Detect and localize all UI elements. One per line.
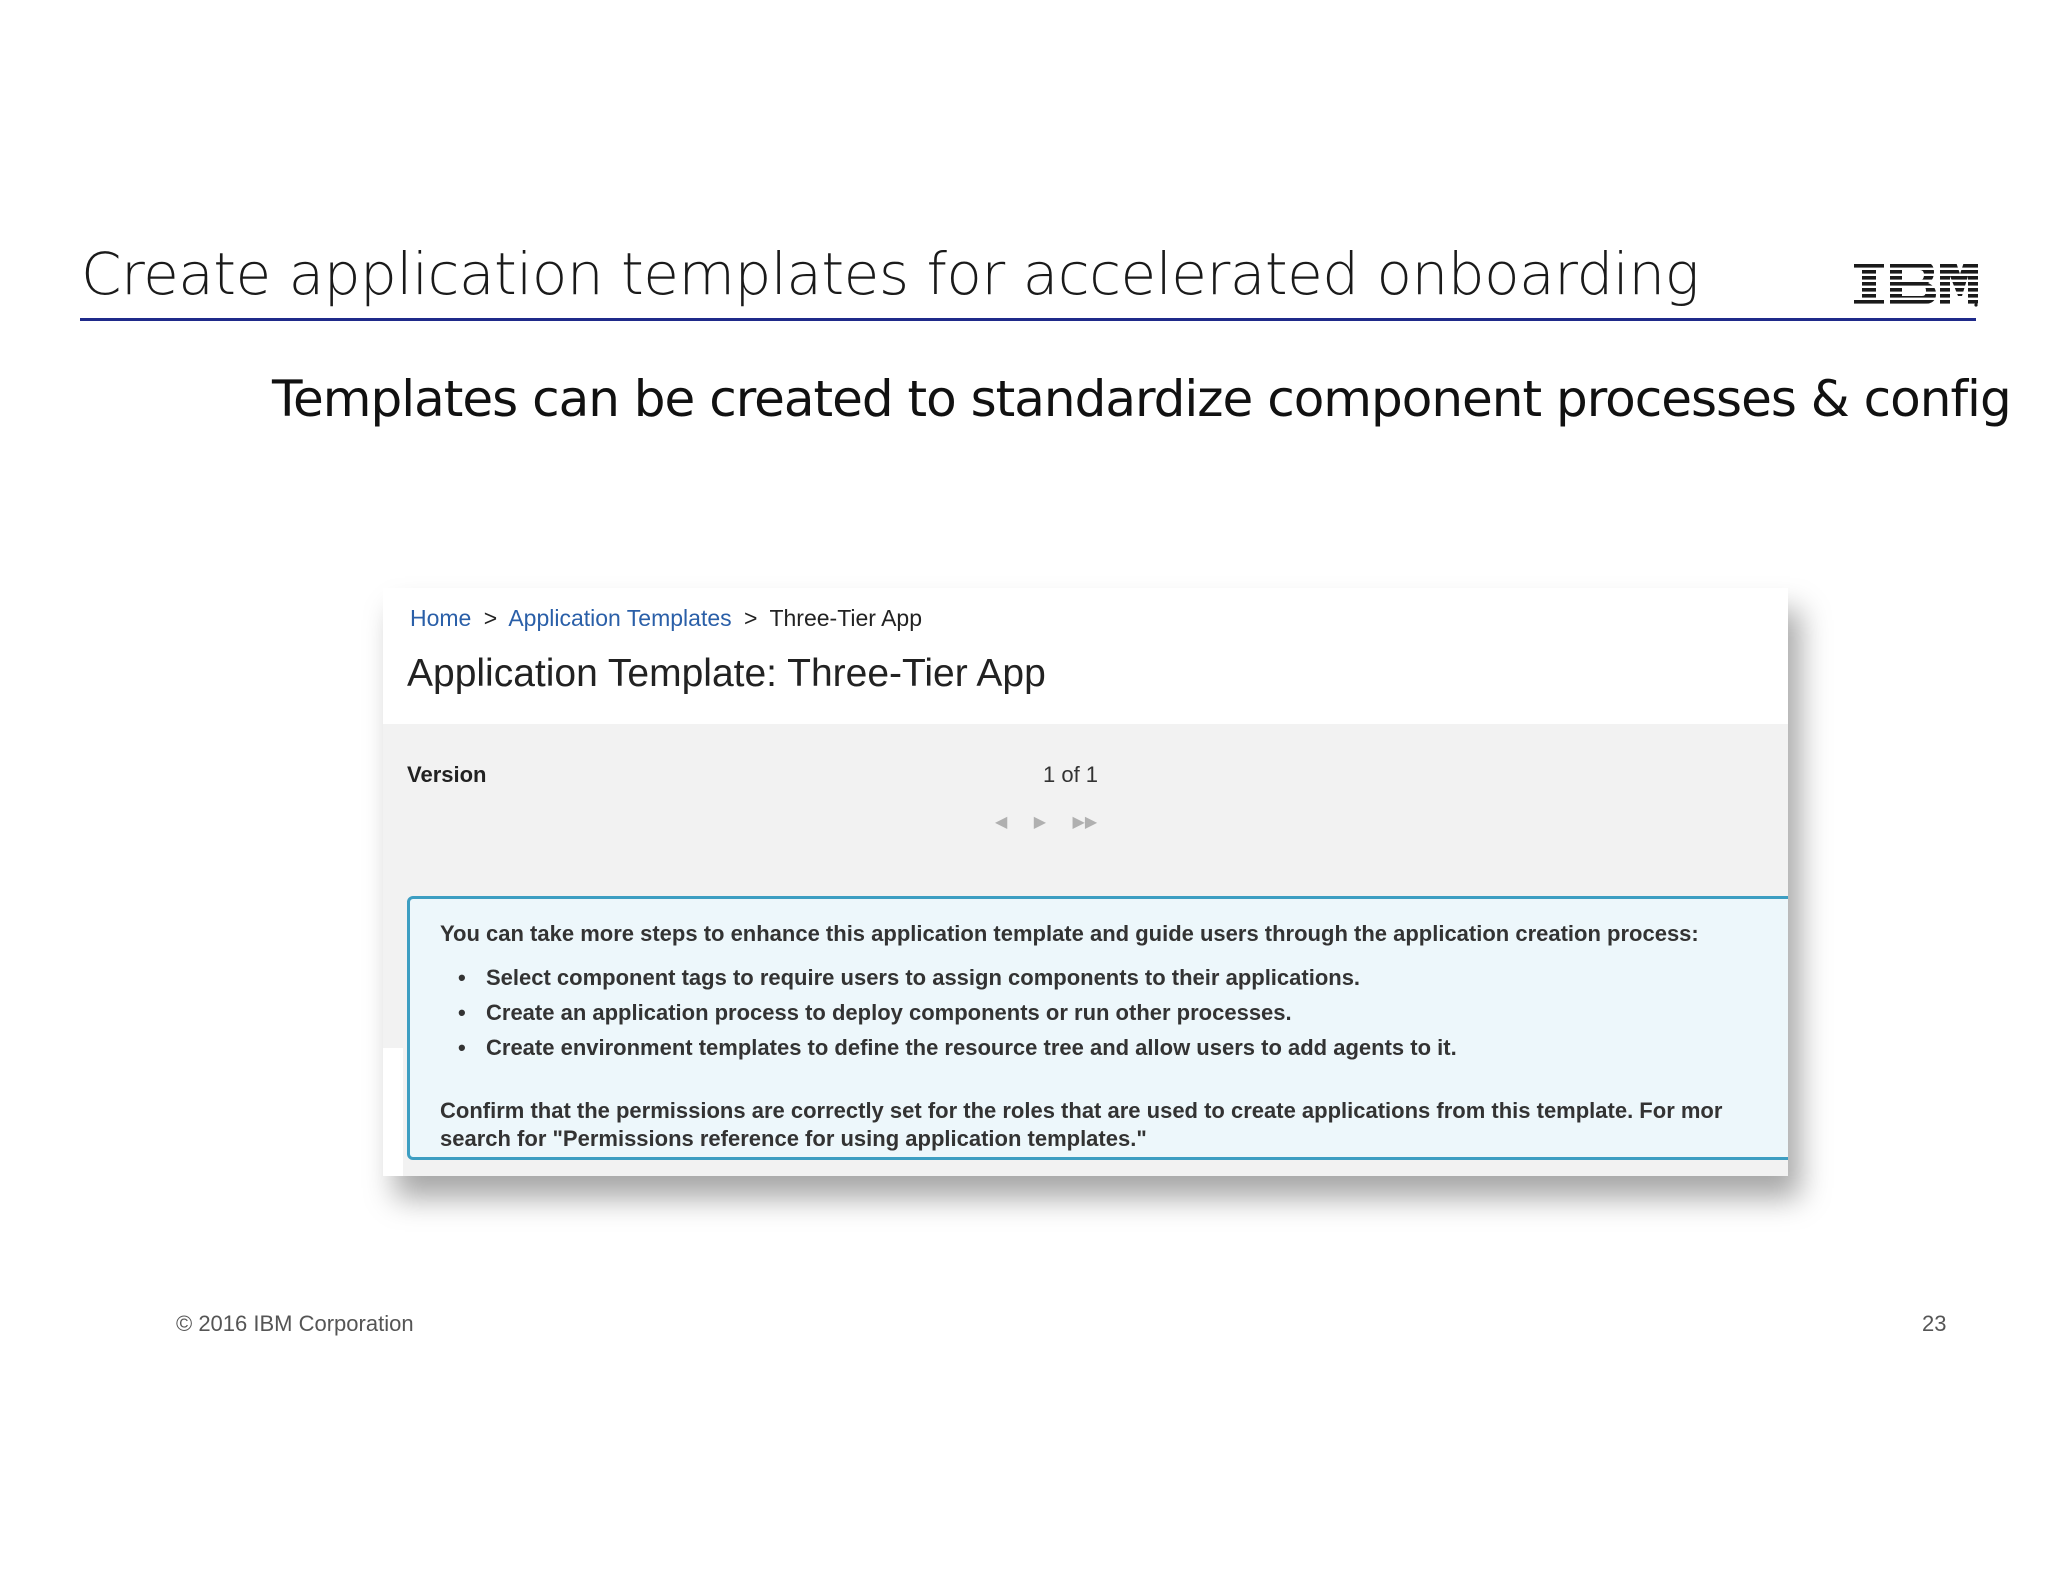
page-title: Application Template: Three-Tier App bbox=[407, 652, 1046, 695]
breadcrumb-current: Three-Tier App bbox=[769, 605, 922, 631]
ibm-logo-icon bbox=[1852, 258, 1978, 310]
version-pager bbox=[995, 812, 1119, 832]
breadcrumb-templates-link[interactable]: Application Templates bbox=[508, 605, 732, 631]
list-item bbox=[458, 965, 1457, 1000]
version-label: Version bbox=[407, 762, 487, 787]
breadcrumb-separator: > bbox=[483, 605, 498, 631]
panel-edge bbox=[383, 1048, 403, 1176]
bullet-icon: • bbox=[458, 965, 466, 990]
bullet-icon: • bbox=[458, 1000, 466, 1025]
list-item-text: Create an application process to deploy components or run other processes. bbox=[486, 1000, 1292, 1025]
breadcrumb bbox=[410, 605, 922, 632]
info-callout bbox=[407, 896, 1788, 1160]
list-item bbox=[458, 1035, 1457, 1070]
next-icon[interactable]: ▶ bbox=[1033, 814, 1047, 831]
last-icon[interactable]: ▶▶ bbox=[1072, 814, 1098, 831]
list-item-text: Select component tags to require users to assign components to their applications. bbox=[486, 965, 1361, 990]
list-item-text: Create environment templates to define the resource tree and allow users to add agents to it. bbox=[486, 1035, 1457, 1060]
prev-icon[interactable]: ◀ bbox=[995, 814, 1008, 831]
footer-page-number: 23 bbox=[1922, 1311, 1947, 1336]
title-divider bbox=[80, 318, 1976, 321]
list-item bbox=[458, 1000, 1457, 1035]
breadcrumb-home-link[interactable]: Home bbox=[410, 605, 472, 631]
embedded-screenshot bbox=[383, 588, 1788, 1176]
info-intro: You can take more steps to enhance this application template and guide users through the application creation process: bbox=[440, 921, 1699, 946]
slide-subtitle: Templates can be created to standardize component processes & config bbox=[272, 370, 2011, 428]
info-steps-list bbox=[458, 965, 1457, 1070]
footer-copyright: © 2016 IBM Corporation bbox=[176, 1311, 414, 1336]
breadcrumb-separator: > bbox=[744, 605, 758, 631]
bullet-icon: • bbox=[458, 1035, 466, 1060]
version-pager-count: 1 of 1 bbox=[1043, 762, 1099, 787]
screenshot-header bbox=[383, 588, 1788, 724]
confirm-line-2: search for "Permissions reference for using application templates." bbox=[440, 1126, 1147, 1151]
slide-title: Create application templates for accelerated onboarding bbox=[81, 240, 1699, 308]
confirm-line-1: Confirm that the permissions are correctly set for the roles that are used to create applications from this template. For mor bbox=[440, 1098, 1723, 1123]
info-confirm-text bbox=[440, 1097, 1722, 1153]
